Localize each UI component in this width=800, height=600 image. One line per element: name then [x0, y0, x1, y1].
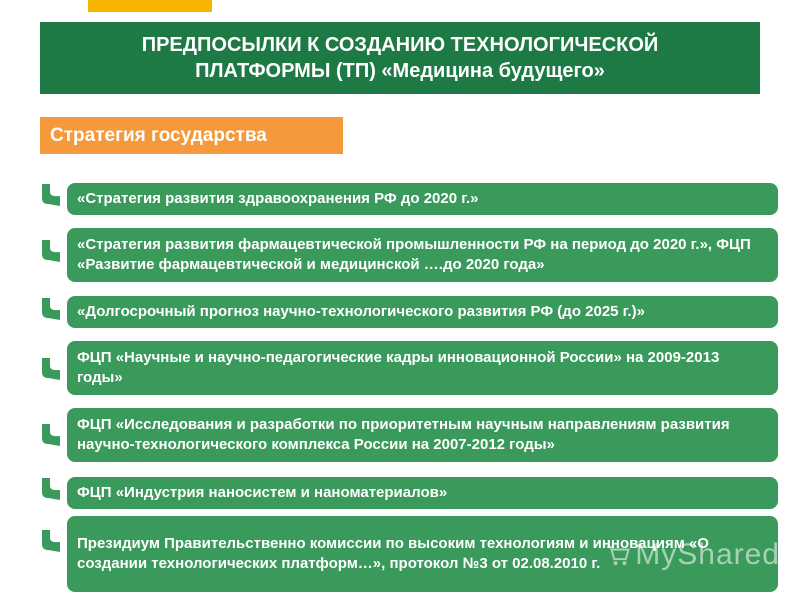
top-accent-bar [88, 0, 212, 12]
list-item-text: «Стратегия развития здравоохранения РФ до 2020 г.» [77, 190, 479, 207]
bullet-marker-icon [40, 528, 62, 554]
bullet-marker-icon [40, 422, 62, 448]
list-item-2 [67, 228, 778, 282]
list-item-text: ФЦП «Научные и научно-педагогические кадры инновационной России» на 2009-2013 годы» [77, 349, 720, 386]
bullet-marker-icon [40, 476, 62, 502]
watermark-text: MyShared [635, 538, 780, 571]
list-item-text: ФЦП «Исследования и разработки по приоритетным научным направлениям развития научно-технологического комплекса России на 2007-2012 годы» [77, 416, 730, 453]
list-item-text: ФЦП «Индустрия наносистем и наноматериалов» [77, 484, 448, 501]
list-item-4 [67, 341, 778, 395]
list-item-6 [67, 477, 778, 509]
cart-icon [604, 535, 631, 575]
list-item-3 [67, 296, 778, 328]
list-item-text: Президиум Правительственно комиссии по высоким технологиям и инновациям «О создании технологических платформ…», протокол №3 от 02.08.2010 г. [77, 535, 709, 572]
bullet-marker-icon [40, 182, 62, 208]
page-title-line-1: ПРЕДПОСЫЛКИ К СОЗДАНИЮ ТЕХНОЛОГИЧЕСКОЙ [141, 34, 659, 56]
bullet-marker-icon [40, 356, 62, 382]
page-title-line-2: ПЛАТФОРМЫ (ТП) «Медицина будущего» [195, 60, 605, 82]
watermark [604, 530, 780, 580]
page-title [40, 22, 760, 94]
list-item-text: «Стратегия развития фармацевтической промышленности РФ на период до 2020 г.», ФЦП «Развитие фармацевтической и медицинской ….до 2020 года» [77, 236, 751, 273]
list-item-1 [67, 183, 778, 215]
list-item-5 [67, 408, 778, 462]
bullet-marker-icon [40, 296, 62, 322]
section-label: Стратегия государства [40, 117, 343, 154]
list-item-text: «Долгосрочный прогноз научно-технологического развития РФ (до 2025 г.)» [77, 303, 645, 320]
bullet-marker-icon [40, 238, 62, 264]
